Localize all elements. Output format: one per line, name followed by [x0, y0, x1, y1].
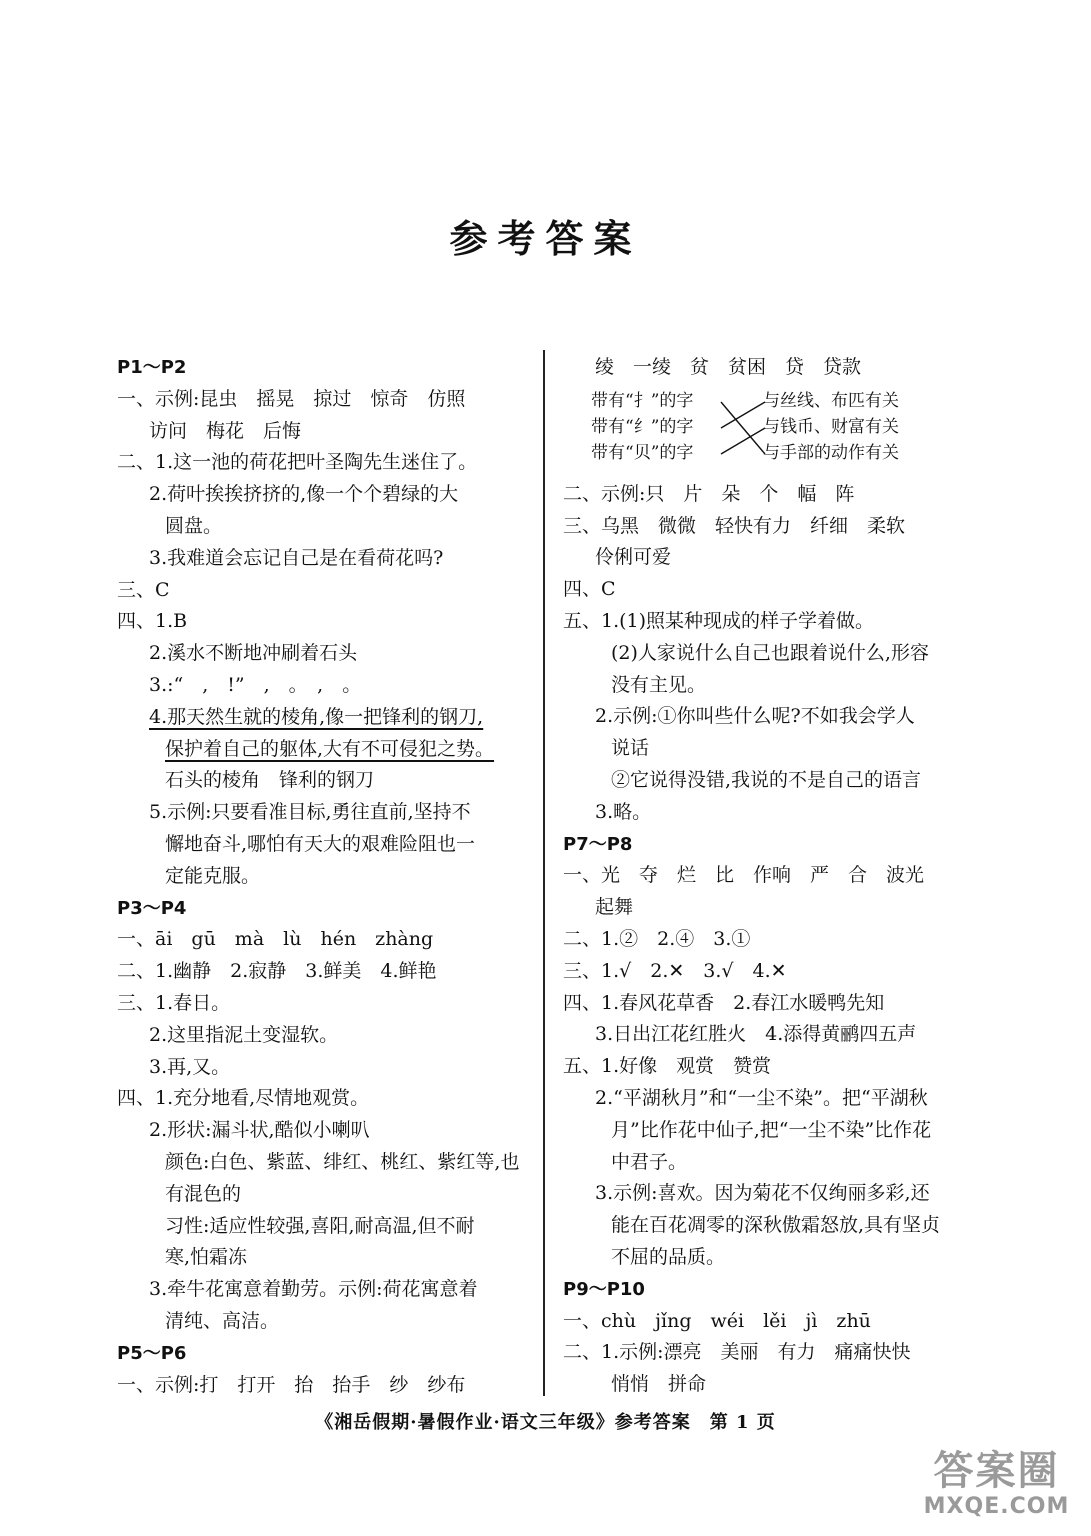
match-right-item: 与钱币、财富有关 — [763, 416, 899, 437]
answer-line: 能在百花凋零的深秋傲霜怒放,具有坚贞 — [611, 1214, 941, 1237]
answer-line: 访问 梅花 后悔 — [149, 419, 302, 442]
answer-line: 一、示例:打 打开 抬 抬手 纱 纱布 — [117, 1373, 466, 1396]
answer-line: 2.荷叶挨挨挤挤的,像一个个碧绿的大 — [149, 483, 459, 506]
answer-line: 四、1.B — [117, 610, 188, 633]
answer-line: 5.示例:只要看准目标,勇往直前,坚持不 — [149, 801, 471, 824]
answer-line: 说话 — [611, 737, 650, 760]
answer-line: 三、1.春日。 — [117, 991, 231, 1014]
answer-line: 一、āi gū mà lù hén zhàng — [117, 928, 434, 951]
answer-line: 二、1.这一池的荷花把叶圣陶先生迷住了。 — [117, 451, 478, 474]
answer-line: 2.这里指泥土变湿软。 — [149, 1023, 339, 1046]
answer-line: 2.示例:①你叫些什么呢?不如我会学人 — [595, 705, 915, 728]
answer-line: 悄悄 拼命 — [611, 1373, 707, 1396]
answer-line: 四、1.春风花草香 2.春江水暖鸭先知 — [563, 991, 885, 1014]
answer-line: 三、乌黑 微微 轻快有力 纤细 柔软 — [563, 514, 906, 537]
answer-line: 清纯、高洁。 — [165, 1309, 280, 1332]
match-right-item: 与手部的动作有关 — [763, 442, 899, 463]
answer-line: 绫 一绫 贫 贫困 贷 贷款 — [595, 356, 862, 378]
answer-line: 二、1.示例:漂亮 美丽 有力 痛痛快快 — [563, 1341, 911, 1364]
answer-line: 月”比作花中仙子,把“一尘不染”比作花 — [611, 1118, 932, 1141]
answer-line: 四、C — [563, 578, 616, 601]
answer-line: 3.略。 — [595, 800, 652, 823]
answer-line: 3.示例:喜欢。因为菊花不仅绚丽多彩,还 — [595, 1182, 930, 1205]
match-link-line — [721, 428, 765, 454]
column-divider — [543, 350, 545, 1396]
match-link-line — [721, 402, 765, 454]
answer-line: 一、光 夺 烂 比 作响 严 合 波光 — [563, 864, 925, 887]
answer-line: 2.“平湖秋月”和“一尘不染”。把“平湖秋 — [595, 1086, 928, 1109]
answer-line: 习性:适应性较强,喜阳,耐高温,但不耐 — [165, 1214, 475, 1237]
answer-line: 二、1.② 2.④ 3.① — [563, 927, 751, 950]
watermark-logo — [914, 1448, 1079, 1528]
section-heading: P7～P8 — [563, 833, 633, 855]
answer-line: 二、1.幽静 2.寂静 3.鲜美 4.鲜艳 — [117, 960, 437, 983]
answer-line: 3.:“ , !” , 。 , 。 — [149, 673, 362, 696]
answer-line: 三、C — [117, 578, 170, 601]
match-left-item: 带有“扌”的字 — [591, 390, 694, 411]
watermark-text: 答案圈 — [933, 1448, 1060, 1494]
answer-line: 一、示例:昆虫 摇晃 掠过 惊奇 仿照 — [117, 387, 466, 410]
answer-line: 三、1.√ 2.✕ 3.√ 4.✕ — [563, 959, 787, 982]
answer-line: 4.那天然生就的棱角,像一把锋利的钢刀, — [149, 705, 484, 728]
answer-line: 3.牵牛花寓意着勤劳。示例:荷花寓意着 — [149, 1278, 478, 1301]
answer-line: 五、1.(1)照某种现成的样子学着做。 — [563, 609, 875, 632]
watermark-url: MXQE.COM — [923, 1494, 1070, 1519]
answer-line: 圆盘。 — [165, 514, 223, 537]
answer-line: 保护着自己的躯体,大有不可侵犯之势。 — [165, 737, 495, 760]
match-right-item: 与丝线、布匹有关 — [763, 390, 899, 411]
match-left-item: 带有“贝”的字 — [591, 442, 694, 463]
answer-line: 伶俐可爱 — [595, 546, 672, 569]
answer-line: 不屈的品质。 — [611, 1245, 726, 1268]
answer-line: 有混色的 — [165, 1182, 242, 1205]
answer-line: 3.再,又。 — [149, 1055, 231, 1078]
answer-line: 颜色:白色、紫蓝、绯红、桃红、紫红等,也 — [165, 1150, 520, 1173]
answer-line: 中君子。 — [611, 1150, 688, 1173]
answer-line: 五、1.好像 观赏 赞赏 — [563, 1055, 772, 1078]
section-heading: P3～P4 — [117, 897, 187, 919]
answer-line: 起舞 — [595, 896, 634, 919]
page-footer: 《湘岳假期·暑假作业·语文三年级》参考答案 第 1 页 — [315, 1412, 776, 1433]
answer-line: 石头的棱角 锋利的钢刀 — [165, 769, 375, 792]
matching-exercise — [563, 384, 983, 479]
answer-line: (2)人家说什么自己也跟着说什么,形容 — [611, 641, 929, 664]
section-heading: P1～P2 — [117, 357, 187, 378]
match-link-line — [721, 402, 765, 428]
answer-line: 3.我难道会忘记自己是在看荷花吗? — [149, 546, 444, 569]
answer-line: 2.形状:漏斗状,酷似小喇叭 — [149, 1119, 370, 1142]
section-heading: P5～P6 — [117, 1342, 187, 1364]
answer-line: 定能克服。 — [165, 864, 261, 887]
answer-line: 2.溪水不断地冲刷着石头 — [149, 642, 358, 665]
left-answer-column — [117, 352, 532, 1401]
answer-line: 二、示例:只 片 朵 个 幅 阵 — [563, 482, 855, 505]
section-heading: P9～P10 — [563, 1278, 645, 1300]
answer-line: 一、chù jǐng wéi lěi jì zhū — [563, 1309, 871, 1332]
answer-line: ②它说得没错,我说的不是自己的语言 — [611, 768, 922, 791]
page-title: 参考答案 — [449, 217, 642, 261]
match-left-item: 带有“纟”的字 — [591, 416, 694, 437]
answer-line: 3.日出江花红胜火 4.添得黄鹂四五声 — [595, 1023, 917, 1046]
answer-line: 四、1.充分地看,尽情地观赏。 — [117, 1087, 370, 1110]
right-answer-column — [563, 352, 983, 1401]
answer-line: 懈地奋斗,哪怕有天大的艰难险阻也一 — [165, 832, 476, 855]
answer-line: 寒,怕霜冻 — [165, 1246, 248, 1269]
answer-line: 没有主见。 — [611, 673, 707, 696]
